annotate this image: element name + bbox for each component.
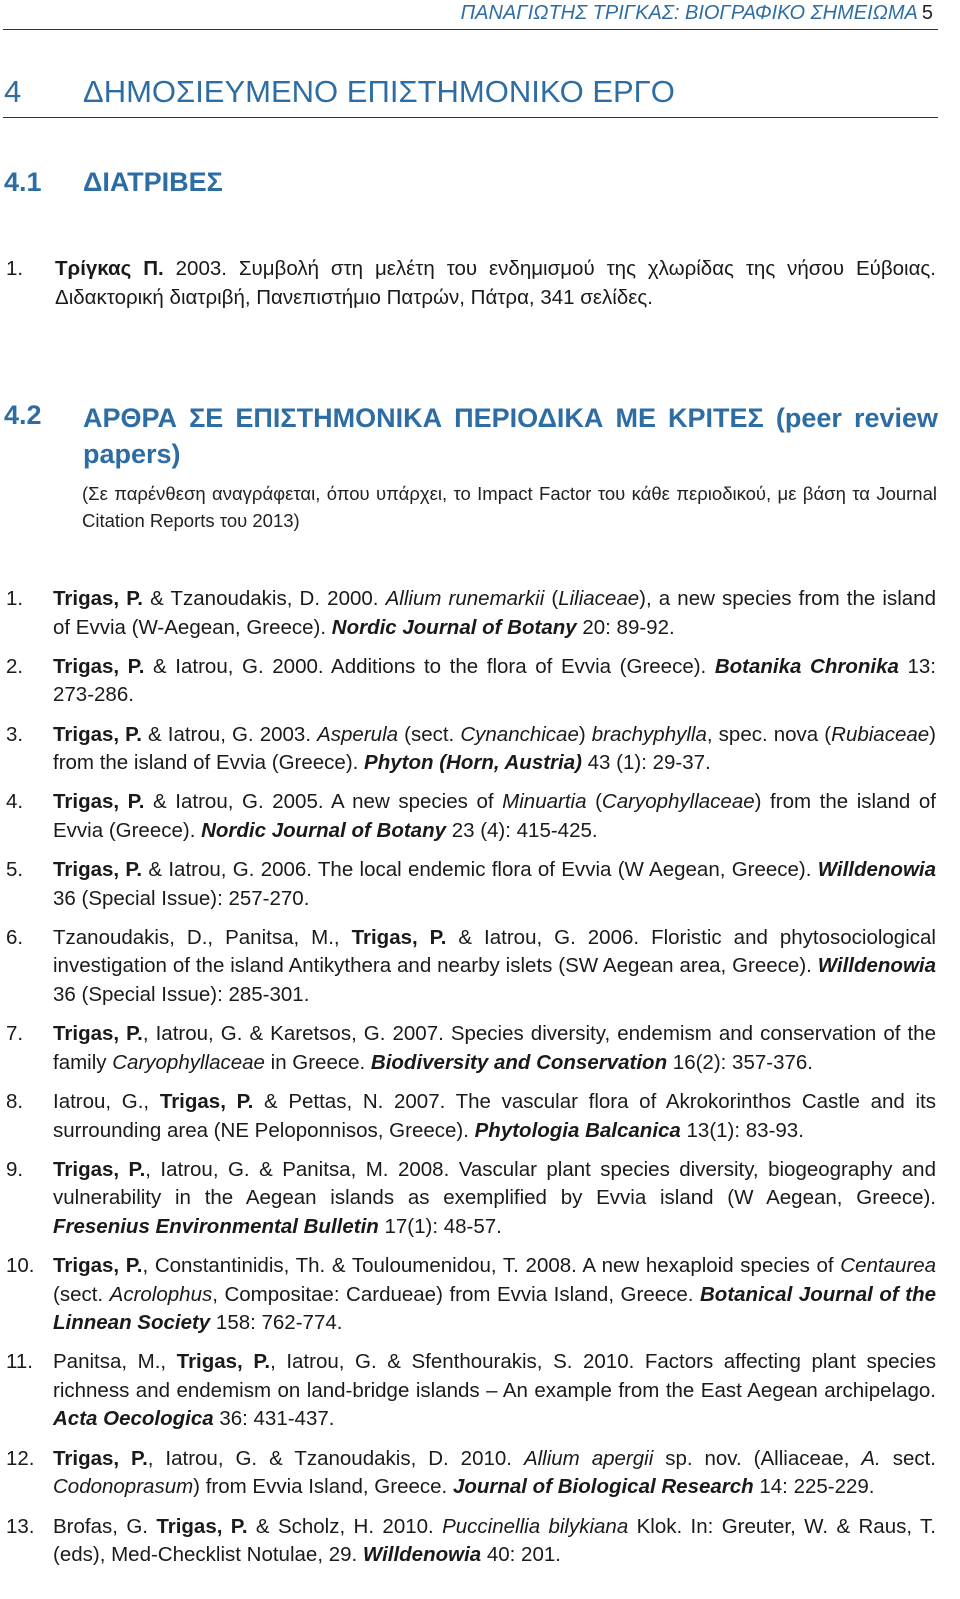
citation-text: & Pettas, N. 2007. The vascular flora of Akrokorinthos Castle and its surrounding area (NE Peloponnisos, Greece). [53,1090,936,1142]
journal-title: Willdenowia [817,954,936,978]
citation-text: , spec. nova ( [706,722,832,746]
citation-text: ) [578,722,592,746]
author-highlight: Trigas, P. [53,1254,143,1278]
author-highlight: Trigas, P. [159,1090,254,1114]
author-highlight: Trigas, P. [53,1157,146,1181]
taxon-name: Centaurea [840,1254,936,1278]
citation-text: & Tzanoudakis, D. 2000. [142,587,386,610]
journal-title: Journal of Biological Research [452,1475,754,1499]
reference-number: 2. [6,654,24,678]
taxon-name: Minuartia [502,790,587,814]
taxon-name: brachyphylla [591,722,707,746]
citation-text: , Iatrou, G. & Karetsos, G. 2007. Species diversity, endemism and conservation of the family [53,1022,936,1074]
reference-item [6,1156,936,1242]
author-highlight: Trigas, P. [53,1022,143,1046]
journal-title: Fresenius Environmental Bulletin [53,1214,379,1238]
author-highlight: Trigas, P. [53,858,143,882]
taxon-name: A. [861,1446,881,1470]
impact-factor-note: (Σε παρένθεση αναγράφεται, όπου υπάρχει, το Impact Factor του κάθε περιοδικού, με βάση τα Journal Citation Reports του 2013) [82,483,937,531]
citation-text: , Iatrou, G. & Panitsa, M. 2008. Vascular plant species diversity, biogeography and vulnerability in the Aegean islands as exemplified by Evvia island (W Aegean, Greece). [53,1157,936,1210]
citation-text: 36 (Special Issue): 285-301. [53,982,310,1006]
author-highlight: Trigas, P. [53,790,145,814]
journal-title: Acta Oecologica [53,1407,214,1431]
reference-item [6,1348,936,1434]
author-highlight: Trigas, P. [53,722,142,746]
reference-item [6,788,936,845]
reference-number: 6. [6,925,24,949]
journal-title: Phyton (Horn, Austria) [364,751,582,775]
citation-text: (sect. [398,722,461,746]
reference-number: 10. [6,1254,35,1278]
citation-text: 13(1): 83-93. [680,1118,804,1142]
reference-item [6,924,936,1010]
citation-text: 14: 225-229. [753,1475,875,1499]
author-highlight: Τρίγκας Π. [55,257,164,280]
taxon-name: Liliaceae [558,587,640,610]
taxon-name: Puccinellia bilykiana [442,1514,629,1538]
taxon-name: Codonoprasum [53,1475,194,1499]
reference-number: 4. [6,790,24,814]
reference-item [6,721,936,778]
reference-citation [53,653,936,710]
reference-citation [53,1088,936,1145]
citation-text: , Iatrou, G. & Sfenthourakis, S. 2010. Factors affecting plant species richness and endemism on land-bridge islands – An example from the East Aegean archipelago. [53,1350,936,1402]
citation-text: Panitsa, M., [53,1350,177,1374]
taxon-name: Rubiaceae [831,722,930,746]
citation-text: Tzanoudakis, D., Panitsa, M., [53,925,352,949]
citation-text: ) from Evvia Island, Greece. [193,1475,453,1499]
reference-number: 13. [6,1514,35,1538]
reference-citation [53,1348,936,1434]
author-highlight: Trigas, P. [53,654,145,678]
citation-text: & Iatrou, G. 2006. Floristic and phytosociological investigation of the island Antikythera and nearby islets (SW Aegean area, Greece). [53,925,936,978]
running-header [0,0,960,30]
reference-number: 5. [6,858,24,882]
reference-citation [53,1252,936,1338]
reference-number: 8. [6,1090,24,1114]
thesis-list [6,255,936,312]
citation-text: ) from the island of Evvia (Greece). [53,790,937,842]
reference-citation [53,1445,936,1502]
author-highlight: Trigas, P. [176,1350,271,1374]
page-number: 5 [921,2,933,24]
citation-text: & Iatrou, G. 2000. Additions to the flora of Evvia (Greece). [144,654,715,678]
author-highlight: Trigas, P. [351,925,447,949]
reference-citation [53,1513,936,1570]
reference-item [6,1252,936,1338]
subsection-title-theses: ΔΙΑΤΡΙΒΕΣ [83,167,223,197]
reference-citation [53,788,936,845]
journal-title: Willdenowia [817,858,936,882]
subsection-number-papers: 4.2 [4,400,42,430]
journal-title: Phytologia Balcanica [474,1118,681,1142]
running-header-text [461,2,933,25]
author-highlight: Trigas, P. [53,1446,148,1470]
header-rule [3,29,938,30]
thesis-citation [55,255,936,312]
reference-item [6,1020,936,1077]
journal-title: Nordic Journal of Botany [201,818,446,842]
citation-text: 43 (1): 29-37. [581,751,711,775]
reference-item [6,585,936,642]
reference-number: 12. [6,1446,35,1470]
citation-text: Brofas, G. [53,1514,157,1538]
citation-text: Klok. In: Greuter, W. & Raus, T. (eds), Med-Checklist Notulae, 29. [53,1514,936,1567]
taxon-name: Asperula [317,722,399,746]
subsection-title-papers: ΑΡΘΡΑ ΣΕ ΕΠΙΣΤΗΜΟΝΙΚΑ ΠΕΡΙΟΔΙΚΑ ΜΕ ΚΡΙΤΕΣ (peer review papers) [83,403,938,469]
citation-text: 23 (4): 415-425. [446,818,598,842]
reference-item [6,856,936,913]
reference-citation [53,924,936,1010]
citation-text: ) from the island of Evvia (Greece). [53,722,936,775]
citation-text: sp. nov. (Alliaceae, [653,1446,862,1470]
section-rule [3,117,938,118]
taxon-name: Cynanchicae [460,722,579,746]
reference-number: 3. [6,722,24,746]
citation-text: (sect. [53,1282,110,1306]
taxon-name: Caryophyllaceae [112,1050,265,1074]
journal-title: Nordic Journal of Botany [331,615,577,639]
reference-citation [53,1020,936,1077]
citation-text: & Iatrou, G. 2003. [141,722,318,746]
citation-text: 158: 762-774. [210,1311,343,1335]
citation-text: , Iatrou, G. & Tzanoudakis, D. 2010. [147,1446,524,1470]
citation-text: 16(2): 357-376. [667,1050,813,1074]
subsection-heading-theses [4,167,938,203]
subsection-heading-papers [4,400,938,472]
citation-text: sect. [880,1446,936,1470]
citation-text: in Greece. [264,1050,371,1074]
section-number: 4 [4,74,22,109]
subsection-number-theses: 4.1 [4,167,42,197]
reference-citation [53,1156,936,1242]
taxon-name: Caryophyllaceae [601,790,755,814]
section-title: ΔΗΜΟΣΙΕΥΜΕΝΟ ΕΠΙΣΤΗΜΟΝΙΚΟ ΕΡΓΟ [83,74,675,109]
citation-text: 36 (Special Issue): 257-270. [53,886,310,910]
reference-item [6,1513,936,1570]
reference-number: 1. [6,587,24,610]
journal-title: Botanika Chronika [714,654,899,678]
citation-text: 17(1): 48-57. [378,1214,502,1238]
citation-text: ), a new species from the island of Evvia (W-Aegean, Greece). [53,587,936,639]
section-heading [4,74,938,116]
author-highlight: Trigas, P. [53,587,143,610]
thesis-number: 1. [6,257,24,280]
citation-text: 40: 201. [481,1543,561,1567]
citation-text: & Iatrou, G. 2006. The local endemic flora of Evvia (W Aegean, Greece). [142,858,818,882]
taxon-name: Allium runemarkii [385,587,545,610]
reference-citation [53,585,936,642]
reference-item [6,1088,936,1145]
journal-title: Biodiversity and Conservation [370,1050,668,1074]
citation-text: , Constantinidis, Th. & Touloumenidou, T. 2008. A new hexaploid species of [142,1254,841,1278]
citation-text: Iatrou, G., [53,1090,160,1114]
citation-text: ( [586,790,602,814]
journal-title: Willdenowia [362,1543,482,1567]
reference-item [6,1445,936,1502]
citation-text: & Iatrou, G. 2005. A new species of [144,790,503,814]
reference-number: 11. [6,1350,33,1374]
reference-citation [53,856,936,913]
citation-text: 13: 273-286. [53,654,936,707]
citation-text: , Compositae: Cardueae) from Evvia Island, Greece. [212,1282,700,1306]
citation-text: 20: 89-92. [576,615,675,639]
reference-number: 9. [6,1157,24,1181]
citation-text: ( [544,587,559,610]
reference-number: 7. [6,1022,24,1046]
taxon-name: Acrolophus [109,1282,213,1306]
taxon-name: Allium apergii [523,1446,654,1470]
citation-text: & Scholz, H. 2010. [247,1514,443,1538]
reference-citation [53,721,936,778]
journal-title: Botanical Journal of the Linnean Society [53,1282,936,1335]
citation-text: 2003. Συμβολή στη μελέτη του ενδημισμού της χλωρίδας της νήσου Εύβοιας. Διδακτορική διατριβή, Πανεπιστήμιο Πατρών, Πάτρα, 341 σελίδες. [55,257,937,309]
reference-list [6,585,936,1580]
author-highlight: Trigas, P. [156,1514,248,1538]
reference-item [6,653,936,710]
citation-text: 36: 431-437. [213,1407,335,1431]
running-header-title: ΠΑΝΑΓΙΩΤΗΣ ΤΡΙΓΚΑΣ: ΒΙΟΓΡΑΦΙΚΟ ΣΗΜΕΙΩΜΑ [460,2,918,24]
